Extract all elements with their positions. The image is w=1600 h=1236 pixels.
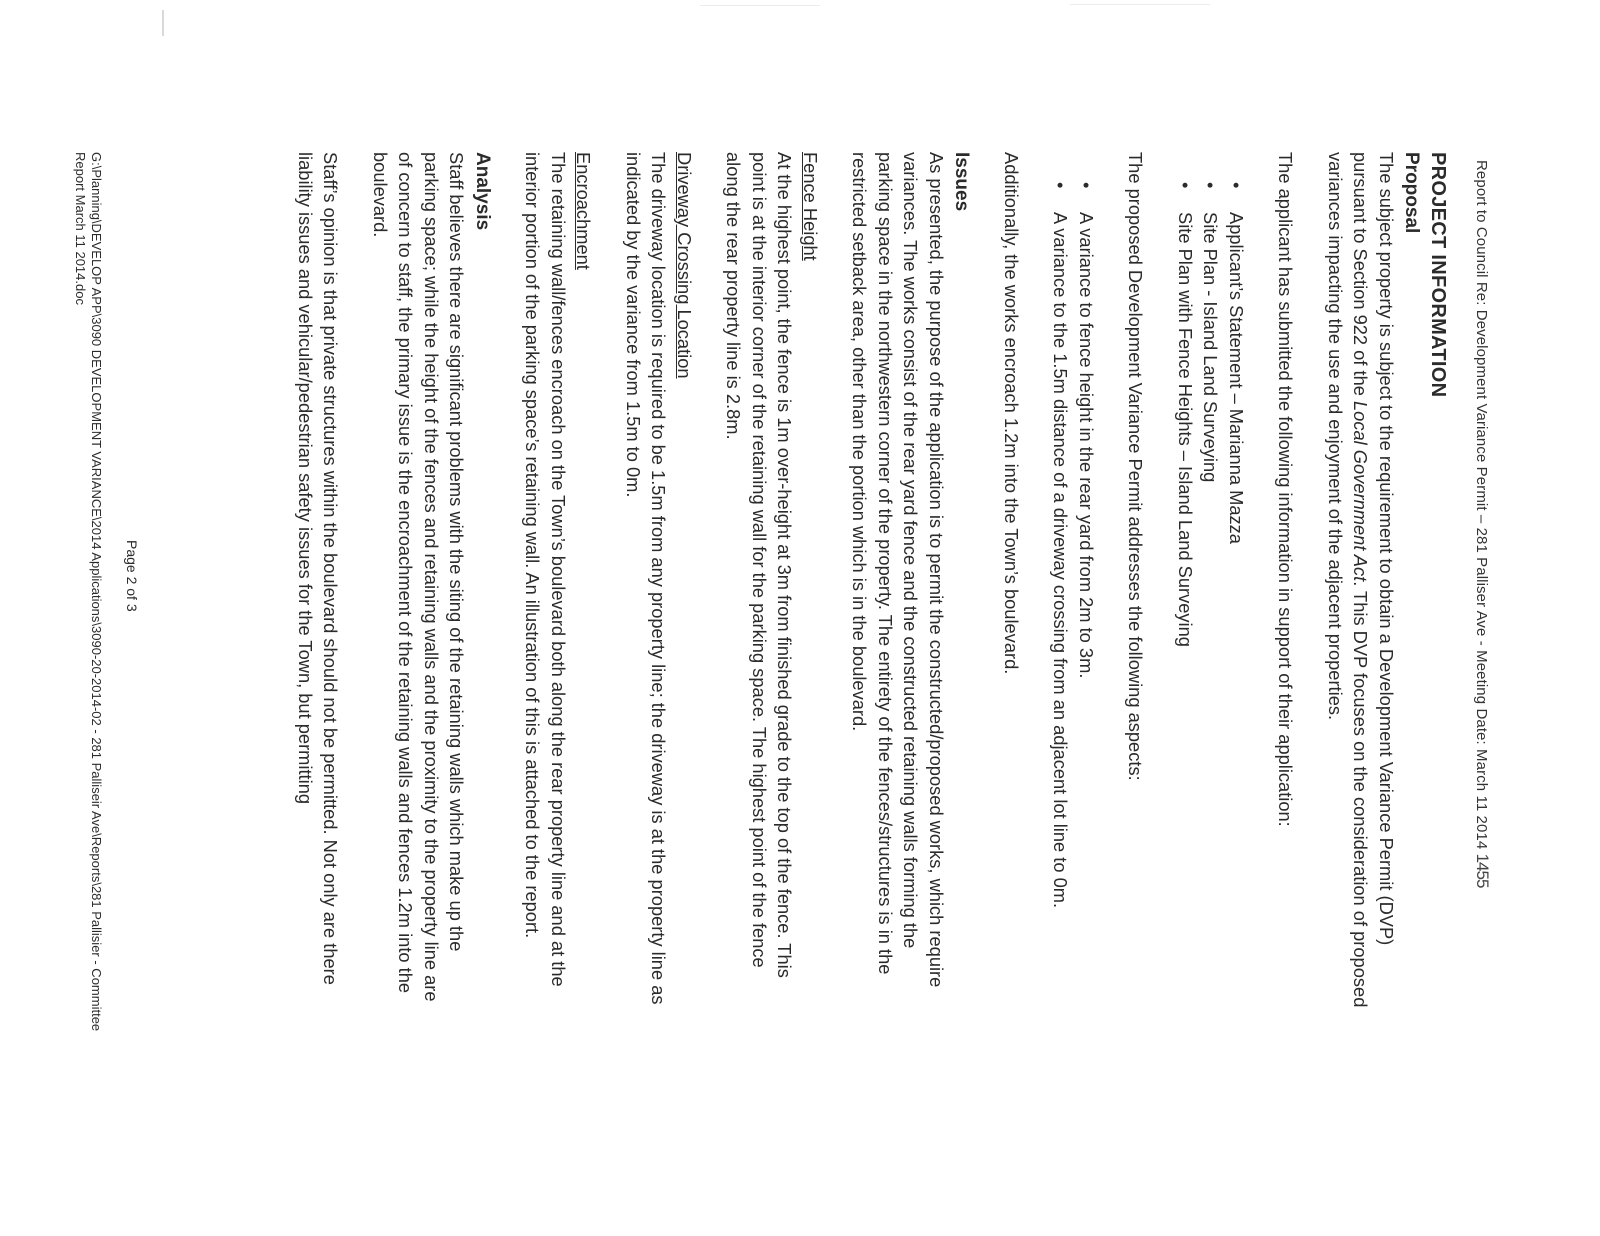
list-item: • Applicant’s Statement – Marianna Mazza xyxy=(1224,182,1250,1012)
fence-height-paragraph: At the highest point, the fence is 1m over-height at 3m from finished grade to the top of the fence. This point is at the interior corner of the retaining wall for the parking space. The highest point of the fence along the rear property line is 2.8m. xyxy=(723,152,796,978)
list-item: • Site Plan with Fence Heights – Island Land Surveying xyxy=(1173,182,1199,1012)
file-path-footer: G:\Planning\DEVELOP APP\3090 DEVELOPMENT VARIANCE\2014 Applications\3090-20-2014-02 - 281 Palliseir Ave\Reports\281 Pallisier - Committee Report March 11 2014.doc xyxy=(73,152,104,1032)
aspects-intro: The proposed Development Variance Permit addresses the following aspects: xyxy=(1125,152,1147,781)
driveway-paragraph: The driveway location is required to be 1.5m from any property line; the driveway is at the property line as indicated by the variance from 1.5m to 0m. xyxy=(623,152,670,1005)
page-number-stamp: 1455 xyxy=(1473,853,1492,888)
issues-paragraph: As presented, the purpose of the application is to permit the constructed/proposed works, which require variances. The works consist of the rear yard fence and the constructed retaining walls forming the parking space in the northwestern corner of the property. The entirety of the fences/structures is in the restricted setback area, other than the portion which is in the boulevard. xyxy=(849,152,947,988)
page-title: PROJECT INFORMATION xyxy=(1427,152,1449,398)
analysis-paragraph-1: Staff believes there are significant problems with the siting of the retaining walls which make up the parking space; while the height of the fences and retaining walls and the proximity to the property line are of concern to staff, the primary issue is the encroachment of the retaining walls and fences 1.2m into the boulevard. xyxy=(370,152,468,1002)
aspects-list xyxy=(1048,152,1099,1012)
proposal-heading: Proposal xyxy=(1401,152,1423,234)
act-name: Local Government Act xyxy=(1350,401,1372,582)
report-header xyxy=(1472,160,1492,887)
list-item: • A variance to the 1.5m distance of a driveway crossing from an adjacent lot line to 0m. xyxy=(1048,182,1074,1012)
analysis-paragraph-2: Staff’s opinion is that private structures within the boulevard should not be permitted. Not only are there liability issues and vehicular/pedestrian safety issues for the Town, but permitting xyxy=(295,152,342,985)
proposal-paragraph xyxy=(1323,152,1400,1012)
proposal-text-end: . This DVP focuses on the consideration of proposed variances impacting the use and enjoyment of the adjacent properties. xyxy=(1325,152,1372,1008)
proposal-text-start: The subject property is subject to the requirement to obtain a Development Variance Permit (DVP) pursuant to Section 922 of the xyxy=(1350,152,1397,946)
list-item: • Site Plan - Island Land Surveying xyxy=(1198,182,1224,1012)
document-body xyxy=(293,152,1451,1012)
list-item: • A variance to fence height in the rear yard from 2m to 3m. xyxy=(1074,182,1100,1012)
submitted-list xyxy=(1173,152,1250,1012)
driveway-heading: Driveway Crossing Location xyxy=(674,152,695,379)
encroachment-heading: Encroachment xyxy=(573,152,595,270)
issues-heading: Issues xyxy=(951,152,973,212)
encroachment-paragraph: The retaining wall/fences encroach on the Town’s boulevard both along the rear property line and at the interior portion of the parking space’s retaining wall. An illustration of this is attached to the report. xyxy=(522,152,569,987)
fence-height-heading: Fence Height xyxy=(800,152,821,261)
additional-note: Additionally, the works encroach 1.2m into the Town’s boulevard. xyxy=(1001,152,1022,675)
report-header-text: Report to Council Re: Development Variance Permit – 281 Palliser Ave - Meeting Date: March 11 2014 xyxy=(1473,160,1490,850)
page-footer-number: Page 2 of 3 xyxy=(124,540,140,612)
submitted-intro: The applicant has submitted the following information in support of their application: xyxy=(1275,152,1297,827)
analysis-heading: Analysis xyxy=(472,152,493,231)
